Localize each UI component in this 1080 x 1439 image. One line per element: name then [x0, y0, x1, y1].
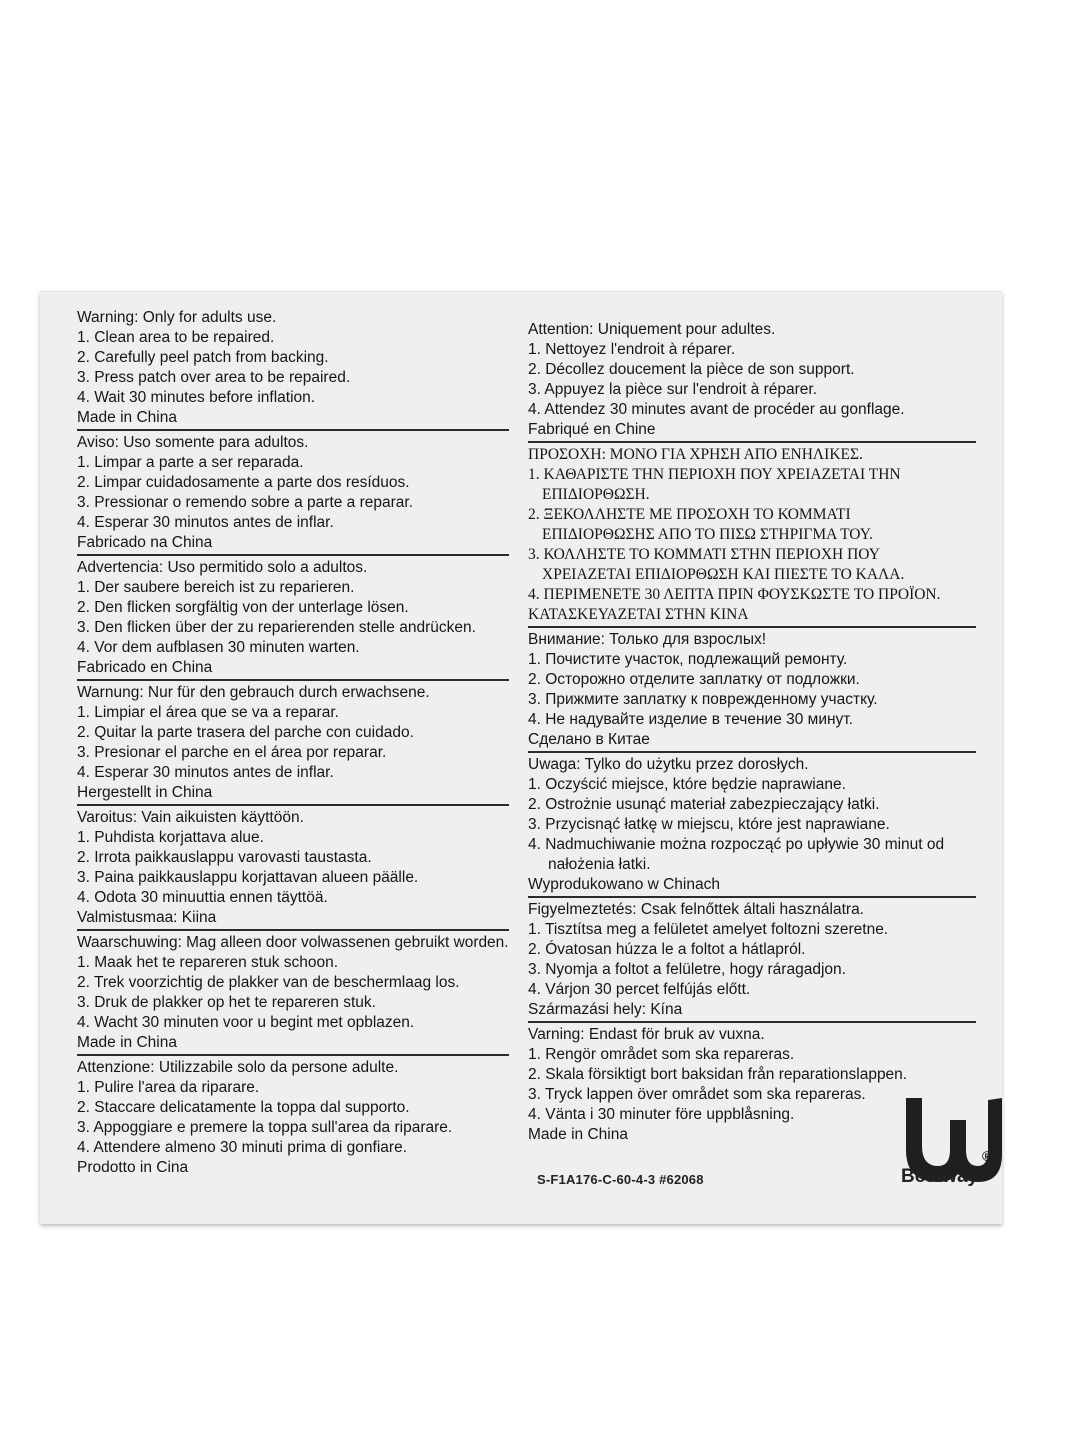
instruction-line: 2. ΞΕΚΟΛΛΗΣΤΕ ΜΕ ΠΡΟΣΟΧΗ ΤΟ ΚΟΜΜΑΤΙ — [528, 506, 851, 523]
left-section-0 — [77, 308, 509, 431]
instruction-line: Valmistusmaa: Kiina — [77, 909, 217, 926]
instruction-line: 4. Odota 30 minuuttia ennen täyttöä. — [77, 889, 328, 906]
instruction-line: Made in China — [77, 409, 177, 426]
instruction-line: 3. Appoggiare e premere la toppa sull'area da riparare. — [77, 1119, 453, 1136]
instruction-line: ΕΠΙΔΙΟΡΘΩΣΗ. — [542, 486, 650, 503]
instruction-line: Származási hely: Kína — [528, 1001, 683, 1018]
instruction-line: 1. Puhdista korjattava alue. — [77, 829, 264, 846]
instruction-line: 4. Wacht 30 minuten voor u begint met opblazen. — [77, 1014, 415, 1031]
instruction-line: Wyprodukowano w Chinach — [528, 876, 720, 893]
instruction-line: 3. Appuyez la pièce sur l'endroit à réparer. — [528, 381, 818, 398]
instruction-line: Внимание: Только для взрослых! — [528, 631, 767, 648]
instruction-line: Attention: Uniquement pour adultes. — [528, 321, 776, 338]
instruction-line: Сделано в Китае — [528, 731, 650, 748]
instruction-line: 4. Не надувайте изделие в течение 30 минут. — [528, 711, 853, 728]
instruction-line: nałożenia łatki. — [548, 856, 651, 873]
right-section-2 — [528, 630, 976, 753]
instruction-line: 3. Tryck lappen över området som ska repareras. — [528, 1086, 866, 1103]
instruction-line: Varoitus: Vain aikuisten käyttöön. — [77, 809, 304, 826]
instruction-line: Uwaga: Tylko do użytku przez dorosłych. — [528, 756, 809, 773]
instruction-line: Varning: Endast för bruk av vuxna. — [528, 1026, 765, 1043]
instruction-line: 2. Den flicken sorgfältig von der unterlage lösen. — [77, 599, 409, 616]
instruction-line: Made in China — [77, 1034, 177, 1051]
instruction-line: Fabriqué en Chine — [528, 421, 656, 438]
instruction-line: 1. Nettoyez l'endroit à réparer. — [528, 341, 736, 358]
instruction-line: 2. Осторожно отделите заплатку от подложки. — [528, 671, 860, 688]
instruction-line: Advertencia: Uso permitido solo a adultos. — [77, 559, 368, 576]
instruction-line: 4. Vor dem aufblasen 30 minuten warten. — [77, 639, 360, 656]
instruction-line: 2. Ostrożnie usunąć materiał zabezpieczający łatki. — [528, 796, 880, 813]
instruction-line: Made in China — [528, 1126, 628, 1143]
instruction-line: 1. ΚΑΘΑΡΙΣΤΕ ΤΗΝ ΠΕΡΙΟΧΗ ΠΟΥ ΧΡΕΙΑΖΕΤΑΙ ΤΗΝ — [528, 466, 901, 483]
instruction-line: 3. Press patch over area to be repaired. — [77, 369, 351, 386]
instruction-line: Fabricado na China — [77, 534, 213, 551]
instruction-line: 1. Maak het te repareren stuk schoon. — [77, 954, 339, 971]
instruction-line: 1. Limpar a parte a ser reparada. — [77, 454, 304, 471]
instruction-line: 1. Почистите участок, подлежащий ремонту. — [528, 651, 848, 668]
left-section-6 — [77, 1058, 509, 1179]
instruction-line: 4. Esperar 30 minutos antes de inflar. — [77, 764, 334, 781]
instruction-line: 1. Oczyścić miejsce, które będzie naprawiane. — [528, 776, 846, 793]
instruction-line: 4. Attendere almeno 30 minuti prima di gonfiare. — [77, 1139, 407, 1156]
instruction-line: 2. Skala försiktigt bort baksidan från reparationslappen. — [528, 1066, 908, 1083]
instruction-line: ΧΡΕΙΑΖΕΤΑΙ ΕΠΙΔΙΟΡΘΩΣΗ ΚΑΙ ΠΙΕΣΤΕ ΤΟ ΚΑΛΑ. — [542, 566, 905, 583]
instruction-line: 4. Vänta i 30 minuter före uppblåsning. — [528, 1106, 795, 1123]
instruction-line: Warnung: Nur für den gebrauch durch erwachsene. — [77, 684, 430, 701]
instruction-line: 2. Quitar la parte trasera del parche con cuidado. — [77, 724, 414, 741]
instruction-line: Figyelmeztetés: Csak felnőttek általi használatra. — [528, 901, 864, 918]
right-section-3 — [528, 755, 976, 898]
instruction-line: 3. ΚΟΛΛΗΣΤΕ ΤΟ ΚΟΜΜΑΤΙ ΣΤΗΝ ΠΕΡΙΟΧΗ ΠΟΥ — [528, 546, 880, 563]
instruction-line: 4. Wait 30 minutes before inflation. — [77, 389, 316, 406]
instruction-line: 1. Limpiar el área que se va a reparar. — [77, 704, 339, 721]
left-section-3 — [77, 683, 509, 806]
instruction-line: 3. Paina paikkauslappu korjattavan alueen päälle. — [77, 869, 419, 886]
instruction-line: 1. Tisztítsa meg a felületet amelyet foltozni szeretne. — [528, 921, 889, 938]
instruction-line: 3. Nyomja a foltot a felületre, hogy ráragadjon. — [528, 961, 846, 978]
left-section-1 — [77, 433, 509, 556]
product-code: S-F1A176-C-60-4-3 #62068 — [537, 1172, 704, 1187]
instruction-line: Fabricado en China — [77, 659, 213, 676]
instruction-line: ΠΡΟΣΟΧΗ: ΜΟΝΟ ΓΙΑ ΧΡΗΣΗ ΑΠΟ ΕΝΗΛΙΚΕΣ. — [528, 446, 863, 463]
instruction-line: 2. Limpar cuidadosamente a parte dos resíduos. — [77, 474, 410, 491]
right-section-0 — [528, 320, 976, 443]
instruction-line: 4. ΠΕΡΙΜΕΝΕΤΕ 30 ΛΕΠΤΑ ΠΡΙΝ ΦΟΥΣΚΩΣΤΕ ΤΟ ΠΡΟΪΟΝ. — [528, 586, 941, 603]
instruction-line: Aviso: Uso somente para adultos. — [77, 434, 309, 451]
left-section-4 — [77, 808, 509, 931]
instruction-line: 1. Pulire l'area da riparare. — [77, 1079, 260, 1096]
instructions-right-column — [528, 320, 976, 1148]
instruction-line: Prodotto in Cina — [77, 1159, 189, 1176]
instruction-line: 3. Druk de plakker op het te repareren stuk. — [77, 994, 376, 1011]
instruction-line: 4. Nadmuchiwanie można rozpocząć po upływie 30 minut od — [528, 836, 945, 853]
instruction-line: 1. Der saubere bereich ist zu reparieren. — [77, 579, 355, 596]
instruction-line: 2. Décollez doucement la pièce de son support. — [528, 361, 855, 378]
instruction-line: 2. Óvatosan húzza le a foltot a hátlapról. — [528, 941, 806, 958]
instruction-line: ΚΑΤΑΣΚΕΥΑΖΕΤΑΙ ΣΤΗΝ ΚΙΝΑ — [528, 606, 749, 623]
instruction-line: Warning: Only for adults use. — [77, 309, 277, 326]
instruction-line: 2. Trek voorzichtig de plakker van de beschermlaag los. — [77, 974, 460, 991]
instruction-line: Attenzione: Utilizzabile solo da persone adulte. — [77, 1059, 399, 1076]
instruction-line: 1. Rengör området som ska repareras. — [528, 1046, 795, 1063]
instruction-line: 3. Pressionar o remendo sobre a parte a reparar. — [77, 494, 414, 511]
instruction-line: 2. Carefully peel patch from backing. — [77, 349, 329, 366]
instruction-line: 2. Irrota paikkauslappu varovasti taustasta. — [77, 849, 372, 866]
left-section-2 — [77, 558, 509, 681]
left-section-5 — [77, 933, 509, 1056]
instruction-line: 4. Esperar 30 minutos antes de inflar. — [77, 514, 334, 531]
brand-name: Bestway — [901, 1166, 979, 1187]
instructions-left-column — [77, 308, 509, 1181]
registered-mark: ® — [982, 1148, 993, 1164]
instruction-line: Hergestellt in China — [77, 784, 213, 801]
instruction-line: Waarschuwing: Mag alleen door volwassenen gebruikt worden. — [77, 934, 509, 951]
instruction-line: 4. Attendez 30 minutes avant de procéder au gonflage. — [528, 401, 905, 418]
instruction-line: 3. Den flicken über der zu reparierenden stelle andrücken. — [77, 619, 476, 636]
right-section-4 — [528, 900, 976, 1023]
right-section-1 — [528, 445, 976, 628]
instruction-line: 3. Presionar el parche en el área por reparar. — [77, 744, 387, 761]
instruction-line: 2. Staccare delicatamente la toppa dal supporto. — [77, 1099, 410, 1116]
instruction-line: 1. Clean area to be repaired. — [77, 329, 275, 346]
repair-patch-instruction-card — [40, 291, 1002, 1224]
instruction-line: 4. Várjon 30 percet felfújás előtt. — [528, 981, 751, 998]
instruction-line: ΕΠΙΔΙΟΡΘΩΣΗΣ ΑΠΟ ΤΟ ΠΙΣΩ ΣΤΗΡΙΓΜΑ ΤΟΥ. — [542, 526, 873, 543]
instruction-line: 3. Przycisnąć łatkę w miejscu, które jest naprawiane. — [528, 816, 890, 833]
instruction-line: 3. Прижмите заплатку к поврежденному участку. — [528, 691, 878, 708]
